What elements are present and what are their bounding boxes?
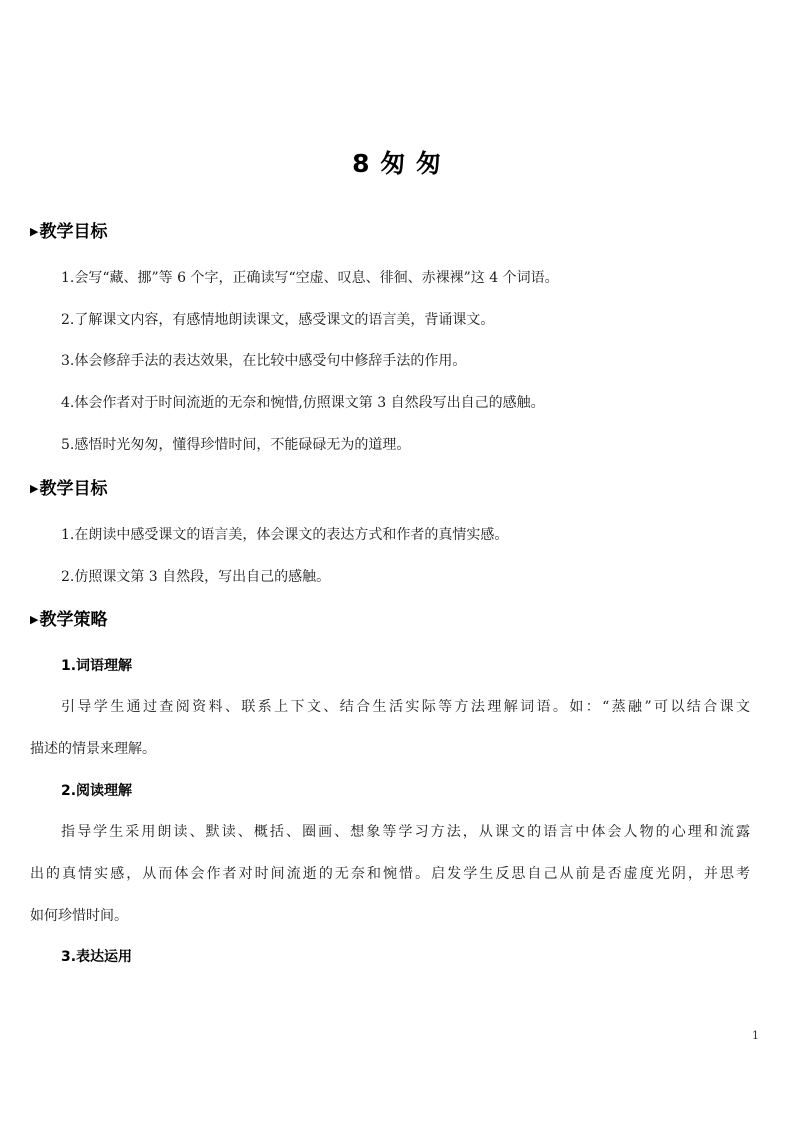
section-heading-text: 教学目标 bbox=[39, 479, 108, 499]
paragraph-line: 出的真情实感，从而体会作者对时间流逝的无奈和惋惜。启发学生反思自己从前是否虚度光阴，并思考 bbox=[30, 866, 750, 882]
section-heading-teaching-goals bbox=[30, 219, 107, 245]
subsection-heading-expression: 3.表达运用 bbox=[61, 949, 133, 965]
subsection-heading-reading: 2.阅读理解 bbox=[61, 783, 133, 799]
list-item: 1.会写“藏、挪”等 6 个字，正确读写“空虚、叹息、徘徊、赤裸裸”这 4 个词语。 bbox=[61, 270, 559, 286]
paragraph-line: 引导学生通过查阅资料、联系上下文、结合生活实际等方法理解词语。如：“蒸融”可以结合课文 bbox=[61, 699, 750, 715]
page-title: 8 匆 匆 bbox=[352, 149, 442, 178]
triangle-right-icon: ▶ bbox=[30, 613, 39, 626]
list-item: 1.在朗读中感受课文的语言美，体会课文的表达方式和作者的真情实感。 bbox=[61, 527, 509, 543]
paragraph-line: 指导学生采用朗读、默读、概括、圈画、想象等学习方法，从课文的语言中体会人物的心理和流露 bbox=[61, 824, 750, 840]
list-item: 3.体会修辞手法的表达效果，在比较中感受句中修辞手法的作用。 bbox=[61, 353, 467, 369]
section-heading-teaching-goals-2 bbox=[30, 476, 107, 502]
triangle-right-icon: ▶ bbox=[30, 225, 39, 238]
list-item: 4.体会作者对于时间流逝的无奈和惋惜,仿照课文第 3 自然段写出自己的感触。 bbox=[61, 395, 545, 411]
page-number: 1 bbox=[752, 1029, 759, 1042]
triangle-right-icon: ▶ bbox=[30, 482, 39, 495]
section-heading-text: 教学策略 bbox=[39, 610, 108, 630]
subsection-heading-vocabulary: 1.词语理解 bbox=[61, 658, 133, 674]
section-heading-text: 教学目标 bbox=[39, 222, 108, 242]
list-item: 2.了解课文内容，有感情地朗读课文，感受课文的语言美，背诵课文。 bbox=[61, 312, 495, 328]
paragraph-line: 描述的情景来理解。 bbox=[30, 741, 156, 757]
section-heading-teaching-strategy bbox=[30, 607, 107, 633]
paragraph-line: 如何珍惜时间。 bbox=[30, 908, 128, 924]
list-item: 5.感悟时光匆匆，懂得珍惜时间，不能碌碌无为的道理。 bbox=[61, 437, 411, 453]
list-item: 2.仿照课文第 3 自然段，写出自己的感触。 bbox=[61, 569, 331, 585]
